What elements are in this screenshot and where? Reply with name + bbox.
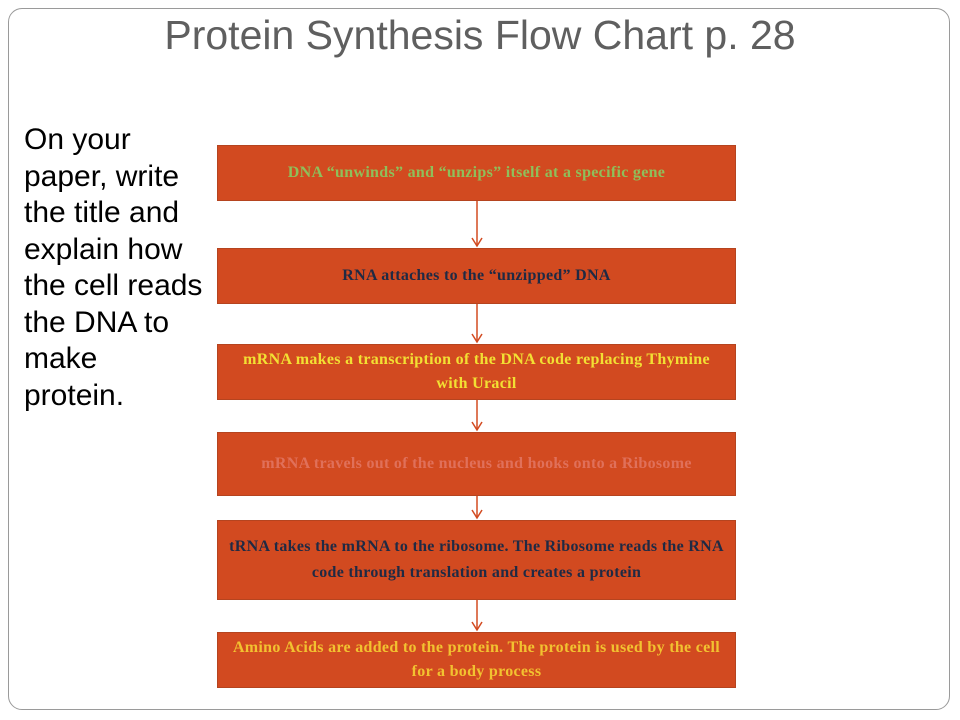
- flow-step-1-text: DNA “unwinds” and “unzips” itself at a specific gene: [287, 164, 666, 181]
- flow-step-5-text: tRNA takes the mRNA to the ribosome. The Ribosome reads the RNA code through translation and creates a protein: [229, 538, 724, 581]
- arrow-4-to-5: [472, 496, 482, 518]
- arrow-5-to-6: [472, 600, 482, 630]
- slide-title: Protein Synthesis Flow Chart p. 28: [164, 12, 796, 58]
- flow-step-4-text: mRNA travels out of the nucleus and hooks onto a Ribosome: [261, 455, 692, 472]
- arrow-3-to-4: [472, 400, 482, 430]
- arrow-1-to-2: [472, 201, 482, 246]
- flow-step-3-text: mRNA makes a transcription of the DNA code replacing Thymine with Uracil: [243, 351, 710, 392]
- flow-step-6-text: Amino Acids are added to the protein. The protein is used by the cell for a body process: [232, 639, 721, 680]
- flow-step-2-text: RNA attaches to the “unzipped” DNA: [342, 267, 611, 284]
- arrow-2-to-3: [472, 304, 482, 342]
- instructions-text: On your paper, write the title and explain how the cell reads the DNA to make protein.: [24, 123, 203, 412]
